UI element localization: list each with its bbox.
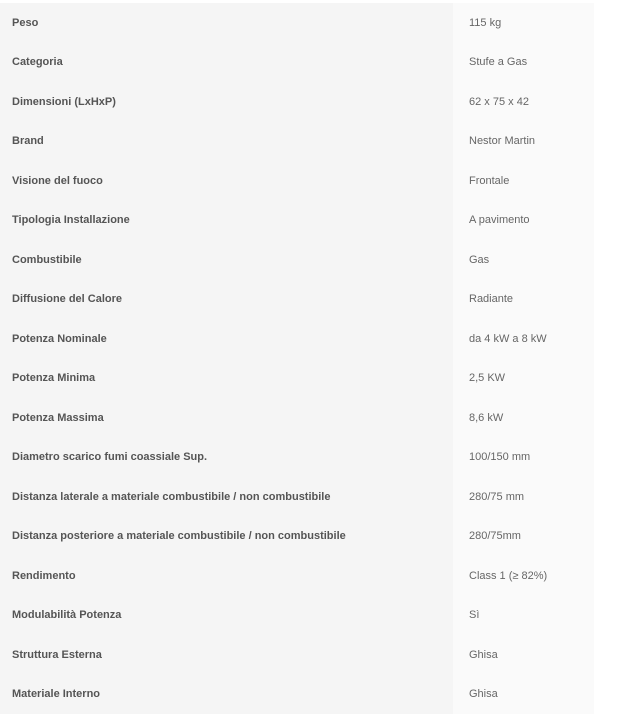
- spec-row-peso: [0, 3, 594, 43]
- spec-label: Distanza laterale a materiale combustibile / non combustibile: [0, 477, 453, 517]
- spec-label: Rendimento: [0, 556, 453, 596]
- spec-row-potenza-massima: [0, 398, 594, 438]
- spec-label: Struttura Esterna: [0, 635, 453, 675]
- spec-value: 280/75mm: [453, 517, 594, 557]
- spec-value: Radiante: [453, 280, 594, 320]
- spec-row-combustibile: [0, 240, 594, 280]
- spec-value: da 4 kW a 8 kW: [453, 319, 594, 359]
- spec-label: Diametro scarico fumi coassiale Sup.: [0, 438, 453, 478]
- spec-label: Materiale Interno: [0, 675, 453, 715]
- spec-label: Diffusione del Calore: [0, 280, 453, 320]
- spec-label: Modulabilità Potenza: [0, 596, 453, 636]
- spec-row-struttura-esterna: [0, 635, 594, 675]
- spec-row-diametro-scarico: [0, 438, 594, 478]
- spec-label: Combustibile: [0, 240, 453, 280]
- spec-label: Brand: [0, 122, 453, 162]
- spec-value: Gas: [453, 240, 594, 280]
- spec-row-modulabilita-potenza: [0, 596, 594, 636]
- spec-label: Peso: [0, 3, 453, 43]
- spec-value: Sì: [453, 596, 594, 636]
- spec-row-potenza-nominale: [0, 319, 594, 359]
- spec-value: Stufe a Gas: [453, 43, 594, 83]
- spec-label: Distanza posteriore a materiale combustibile / non combustibile: [0, 517, 453, 557]
- spec-label: Dimensioni (LxHxP): [0, 82, 453, 122]
- spec-row-visione-fuoco: [0, 161, 594, 201]
- spec-value: 280/75 mm: [453, 477, 594, 517]
- spec-value: Ghisa: [453, 675, 594, 715]
- spec-label: Categoria: [0, 43, 453, 83]
- spec-value: 62 x 75 x 42: [453, 82, 594, 122]
- spec-value: 115 kg: [453, 3, 594, 43]
- spec-row-rendimento: [0, 556, 594, 596]
- spec-label: Potenza Minima: [0, 359, 453, 399]
- spec-row-tipologia-installazione: [0, 201, 594, 241]
- spec-value: Class 1 (≥ 82%): [453, 556, 594, 596]
- spec-row-diffusione-calore: [0, 280, 594, 320]
- spec-label: Visione del fuoco: [0, 161, 453, 201]
- spec-value: A pavimento: [453, 201, 594, 241]
- spec-row-brand: [0, 122, 594, 162]
- spec-value: 2,5 KW: [453, 359, 594, 399]
- product-spec-table: [0, 3, 594, 714]
- spec-value: Nestor Martin: [453, 122, 594, 162]
- spec-value: Frontale: [453, 161, 594, 201]
- spec-row-potenza-minima: [0, 359, 594, 399]
- spec-row-distanza-laterale: [0, 477, 594, 517]
- spec-row-categoria: [0, 43, 594, 83]
- spec-row-distanza-posteriore: [0, 517, 594, 557]
- spec-label: Potenza Nominale: [0, 319, 453, 359]
- spec-value: 8,6 kW: [453, 398, 594, 438]
- spec-value: Ghisa: [453, 635, 594, 675]
- spec-label: Tipologia Installazione: [0, 201, 453, 241]
- spec-value: 100/150 mm: [453, 438, 594, 478]
- spec-row-dimensioni: [0, 82, 594, 122]
- spec-label: Potenza Massima: [0, 398, 453, 438]
- spec-row-materiale-interno: [0, 675, 594, 715]
